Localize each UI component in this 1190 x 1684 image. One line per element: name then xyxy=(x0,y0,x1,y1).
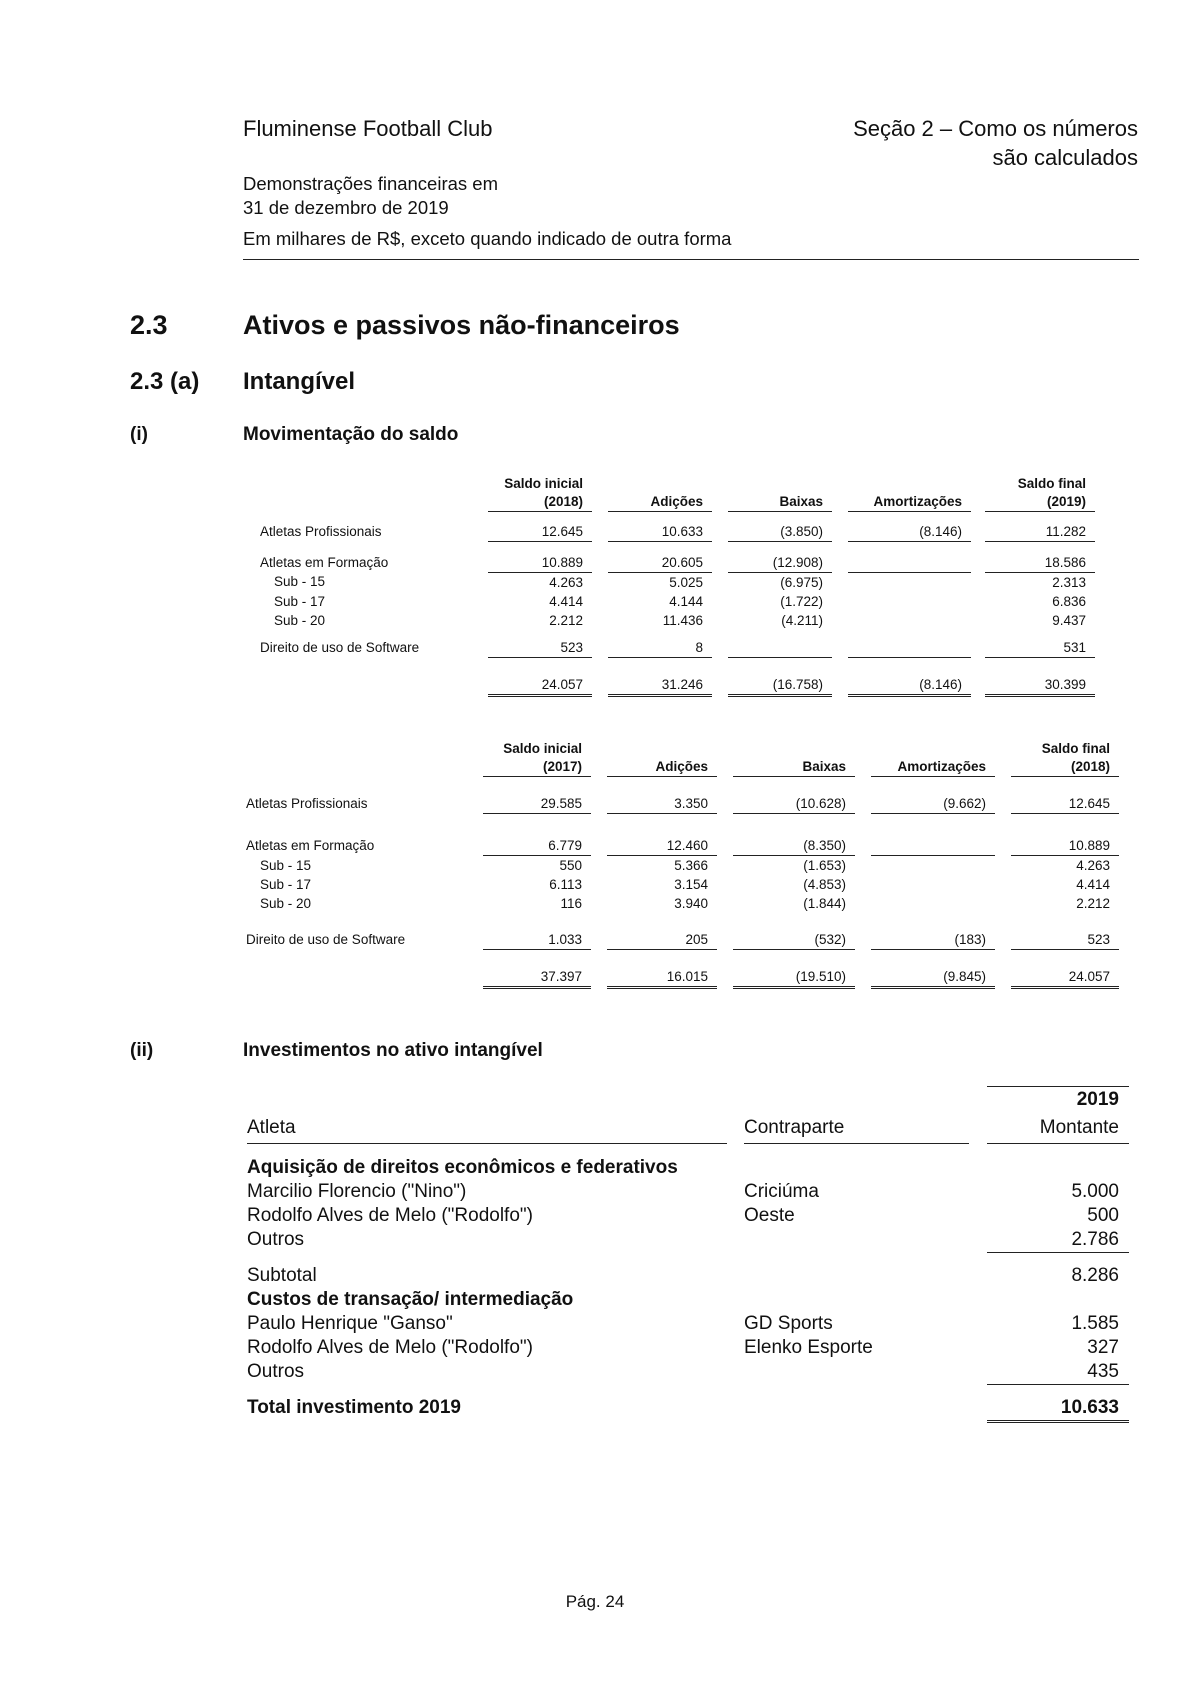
part-i-number: (i) xyxy=(130,424,148,445)
table-row: Atletas em Formação 6.779 12.460 (8.350) 10.889 xyxy=(246,836,1119,856)
header-saldo-inicial-year: (2018) xyxy=(543,493,583,509)
header-saldo-inicial: Saldo inicial xyxy=(503,741,582,756)
table-row: Atletas Profissionais 29.585 3.350 (10.628) (9.662) 12.645 xyxy=(246,794,1119,814)
table-total-row: 37.397 16.015 (19.510) (9.845) 24.057 xyxy=(246,967,1119,988)
subsection-title: Intangível xyxy=(243,368,356,395)
section-title-line2: são calculados xyxy=(992,145,1138,170)
header-amortizacoes: Amortizações xyxy=(848,471,971,511)
section-title: Ativos e passivos não-financeiros xyxy=(243,310,680,340)
part-ii-title: Investimentos no ativo intangível xyxy=(243,1040,543,1061)
section-number: 2.3 xyxy=(130,310,168,340)
header-saldo-final-year: (2019) xyxy=(1046,493,1086,509)
table-row: Rodolfo Alves de Melo ("Rodolfo") Elenko Esporte 327 xyxy=(247,1336,1119,1358)
header-saldo-final: Saldo final xyxy=(1041,741,1110,756)
investments-table xyxy=(247,1086,1129,1423)
table-row: Sub - 20 116 3.940 (1.844) 2.212 xyxy=(260,896,1110,911)
header-divider xyxy=(243,259,1139,260)
header-saldo-inicial: Saldo inicial xyxy=(504,475,583,491)
table-total-row: 24.057 31.246 (16.758) (8.146) 30.399 xyxy=(260,675,1095,696)
company-name: Fluminense Football Club xyxy=(243,116,493,141)
page-number: Pág. 24 xyxy=(565,1592,625,1611)
col-contraparte: Contraparte xyxy=(744,1113,969,1143)
group2-title: Custos de transação/ intermediação xyxy=(247,1288,574,1310)
header-amortizacoes: Amortizações xyxy=(871,738,995,777)
table-row: Atletas em Formação 10.889 20.605 (12.908) 18.586 xyxy=(260,553,1095,573)
part-ii-number: (ii) xyxy=(130,1040,154,1061)
header-adicoes: Adições xyxy=(608,471,712,511)
table-row: Sub - 17 6.113 3.154 (4.853) 4.414 xyxy=(260,877,1110,892)
movement-table-2018 xyxy=(246,738,1119,989)
year-header: 2019 xyxy=(987,1087,1129,1114)
subsection-number: 2.3 (a) xyxy=(130,368,200,395)
table-row: Sub - 20 2.212 11.436 (4.211) 9.437 xyxy=(274,612,1086,628)
movement-table-2019 xyxy=(260,471,1095,697)
part-i-title: Movimentação do saldo xyxy=(243,424,459,445)
table-row: Outros 435 xyxy=(247,1360,1129,1385)
total-row: Total investimento 2019 10.633 xyxy=(247,1396,1129,1422)
table-row: Paulo Henrique "Ganso" GD Sports 1.585 xyxy=(247,1312,1119,1334)
col-atleta: Atleta xyxy=(247,1113,727,1143)
table-row: Direito de uso de Software 1.033 205 (532) (183) 523 xyxy=(246,930,1119,950)
table-row: Outros 2.786 xyxy=(247,1228,1129,1253)
statements-line2: 31 de dezembro de 2019 xyxy=(243,197,449,218)
header-baixas: Baixas xyxy=(728,471,832,511)
table-row: Atletas Profissionais 12.645 10.633 (3.850) (8.146) 11.282 xyxy=(260,522,1095,542)
table-row: Sub - 17 4.414 4.144 (1.722) 6.836 xyxy=(274,593,1086,609)
header-baixas: Baixas xyxy=(733,738,855,777)
subtotal-row: Subtotal 8.286 xyxy=(247,1264,1119,1286)
group1-title: Aquisição de direitos econômicos e federativos xyxy=(247,1156,678,1178)
statements-line1: Demonstrações financeiras em xyxy=(243,173,498,194)
header-saldo-final-year: (2018) xyxy=(1070,759,1110,774)
header-saldo-inicial-year: (2017) xyxy=(542,759,582,774)
section-title-line1: Seção 2 – Como os números xyxy=(853,116,1138,141)
header-saldo-final: Saldo final xyxy=(1017,475,1086,491)
table-row: Direito de uso de Software 523 8 531 xyxy=(260,638,1095,658)
table-row: Sub - 15 550 5.366 (1.653) 4.263 xyxy=(260,857,1110,873)
units-note: Em milhares de R$, exceto quando indicado de outra forma xyxy=(243,228,732,249)
table-row: Marcilio Florencio ("Nino") Criciúma 5.000 xyxy=(247,1180,1119,1202)
col-montante: Montante xyxy=(987,1113,1129,1143)
table-row: Sub - 15 4.263 5.025 (6.975) 2.313 xyxy=(274,574,1086,590)
table-row: Rodolfo Alves de Melo ("Rodolfo") Oeste 500 xyxy=(247,1204,1119,1226)
header-adicoes: Adições xyxy=(607,738,717,777)
